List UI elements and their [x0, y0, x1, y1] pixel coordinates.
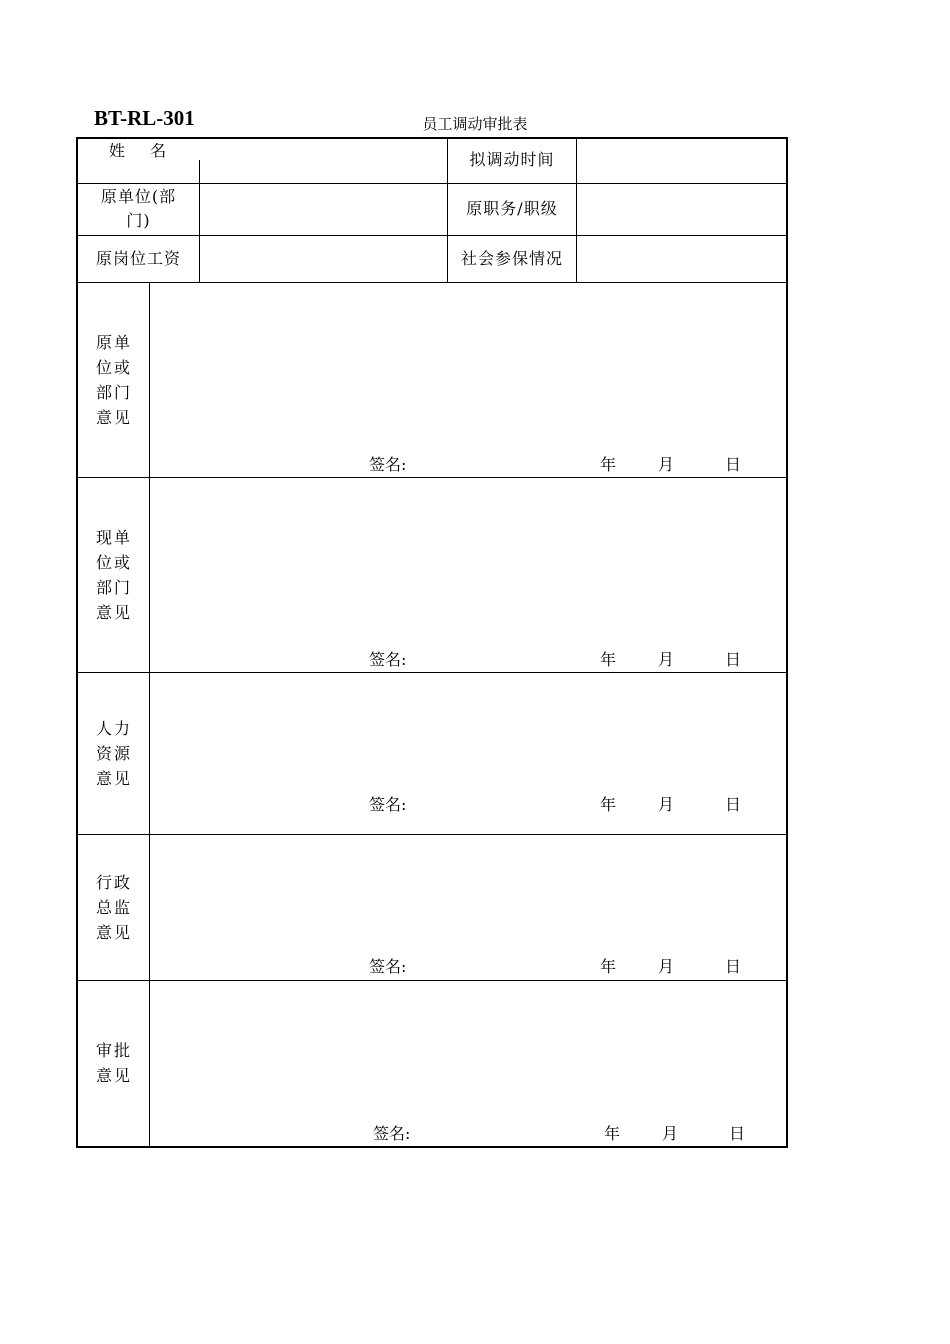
- approval-opinion-area[interactable]: [150, 981, 786, 1146]
- section-label-hr: 人力资源意见: [95, 719, 132, 788]
- admin-director-opinion-area[interactable]: [150, 835, 786, 980]
- date-day-label: 日: [725, 455, 742, 474]
- date-month-label: 月: [658, 650, 675, 669]
- transfer-time-field[interactable]: [577, 139, 786, 183]
- date-day-label: 日: [725, 650, 742, 669]
- section-label-admin-director: 行政总监意见: [95, 873, 132, 942]
- orig-unit-label-line2: 门): [126, 211, 151, 230]
- signature-label: 签名:: [369, 650, 407, 669]
- name-field[interactable]: [200, 139, 446, 183]
- section-label-approval: 审批意见: [95, 1041, 132, 1085]
- orig-position-field[interactable]: [577, 184, 786, 235]
- date-month-label: 月: [662, 1124, 679, 1143]
- section-label-orig-unit: 原单位或部门意见: [95, 333, 132, 427]
- orig-unit-opinion-area[interactable]: [150, 283, 786, 477]
- date-day-label: 日: [729, 1124, 746, 1143]
- date-year-label: 年: [604, 1124, 621, 1143]
- orig-salary-field[interactable]: [200, 236, 446, 282]
- form-code: BT-RL-301: [78, 104, 234, 136]
- date-year-label: 年: [600, 650, 617, 669]
- hr-opinion-area[interactable]: [150, 673, 786, 834]
- signature-label: 签名:: [369, 957, 407, 976]
- signature-label: 签名:: [369, 455, 407, 474]
- date-month-label: 月: [658, 957, 675, 976]
- date-month-label: 月: [658, 455, 675, 474]
- orig-unit-field[interactable]: [200, 184, 446, 235]
- transfer-time-label: 拟调动时间: [469, 150, 555, 169]
- form-title: 员工调动审批表: [422, 115, 528, 133]
- signature-label: 签名:: [369, 795, 407, 814]
- date-year-label: 年: [600, 957, 617, 976]
- signature-label: 签名:: [373, 1124, 411, 1143]
- date-year-label: 年: [600, 795, 617, 814]
- social-insurance-label: 社会参保情况: [460, 249, 563, 268]
- orig-unit-label: [78, 185, 199, 233]
- new-unit-opinion-area[interactable]: [150, 478, 786, 672]
- date-year-label: 年: [600, 455, 617, 474]
- social-insurance-field[interactable]: [577, 236, 786, 282]
- orig-salary-label: 原岗位工资: [95, 249, 181, 268]
- orig-unit-label-line1: 原单位(部: [100, 187, 177, 206]
- date-month-label: 月: [658, 795, 675, 814]
- date-day-label: 日: [725, 795, 742, 814]
- section-label-new-unit: 现单位或部门意见: [95, 528, 132, 622]
- name-label: 姓 名: [108, 143, 168, 160]
- date-day-label: 日: [725, 957, 742, 976]
- orig-position-label: 原职务/职级: [466, 199, 558, 218]
